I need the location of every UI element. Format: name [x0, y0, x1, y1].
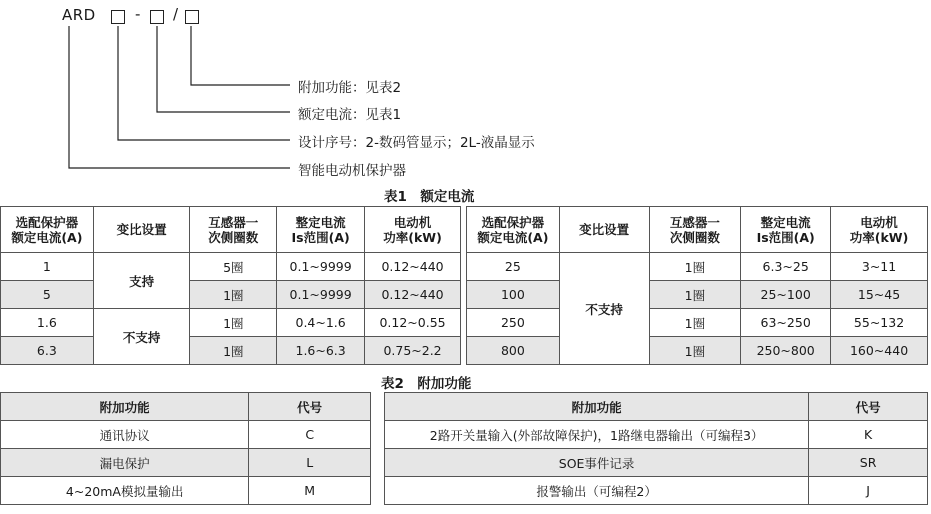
table1-right [466, 206, 928, 365]
cell-current: 25 [467, 253, 560, 281]
cell-code: C [249, 421, 371, 449]
cell-current: 5 [1, 281, 94, 309]
table-row [1, 309, 461, 337]
cell-code: J [809, 477, 928, 505]
cell-ratio-unsupported: 不支持 [559, 253, 649, 365]
cell-code: M [249, 477, 371, 505]
cell-range: 63~250 [741, 309, 831, 337]
table2-right [384, 392, 928, 505]
cell-range: 0.1~9999 [277, 281, 365, 309]
cell-turns: 1圈 [190, 337, 277, 365]
table-row [385, 477, 928, 505]
table1-left-header-row [1, 207, 461, 253]
cell-current: 6.3 [1, 337, 94, 365]
cell-current: 100 [467, 281, 560, 309]
cell-current: 800 [467, 337, 560, 365]
table1-caption: 表1 额定电流 [384, 189, 475, 205]
cell-range: 6.3~25 [741, 253, 831, 281]
cell-function: 报警输出（可编程2） [385, 477, 809, 505]
cell-turns: 1圈 [190, 309, 277, 337]
table2-right-header-row [385, 393, 928, 421]
table1-header-current: 选配保护器 额定电流(A) [467, 207, 560, 253]
table1-header-turns: 互感器一 次侧圈数 [190, 207, 277, 253]
table2-header-function: 附加功能 [1, 393, 249, 421]
cell-function: 通讯协议 [1, 421, 249, 449]
table1-header-power: 电动机 功率(kW) [831, 207, 928, 253]
cell-ratio-unsupported: 不支持 [93, 309, 190, 365]
legend-product-name: 智能电动机保护器 [298, 163, 406, 179]
table1-header-turns: 互感器一 次侧圈数 [649, 207, 741, 253]
table-row [1, 477, 371, 505]
cell-power: 0.12~440 [365, 253, 461, 281]
model-separator-dash: - [135, 5, 141, 23]
table1-right-header-row [467, 207, 928, 253]
legend-additional-function: 附加功能：见表2 [298, 80, 402, 96]
cell-turns: 1圈 [649, 253, 741, 281]
table1-left [0, 206, 461, 365]
table-row [1, 281, 461, 309]
cell-range: 0.1~9999 [277, 253, 365, 281]
legend-design-number: 设计序号：2-数码管显示；2L-液晶显示 [298, 135, 535, 151]
table2-left-header-row [1, 393, 371, 421]
cell-range: 25~100 [741, 281, 831, 309]
cell-turns: 1圈 [649, 337, 741, 365]
cell-power: 160~440 [831, 337, 928, 365]
cell-turns: 1圈 [190, 281, 277, 309]
cell-function: SOE事件记录 [385, 449, 809, 477]
table-row [1, 253, 461, 281]
cell-current: 1 [1, 253, 94, 281]
table2-header-code: 代号 [809, 393, 928, 421]
table2-header-code: 代号 [249, 393, 371, 421]
cell-range: 250~800 [741, 337, 831, 365]
table1-header-range: 整定电流 Is范围(A) [277, 207, 365, 253]
cell-power: 3~11 [831, 253, 928, 281]
cell-turns: 1圈 [649, 281, 741, 309]
table-row [467, 281, 928, 309]
cell-function: 漏电保护 [1, 449, 249, 477]
model-separator-slash: / [173, 5, 179, 23]
table1-header-current: 选配保护器 额定电流(A) [1, 207, 94, 253]
cell-code: SR [809, 449, 928, 477]
table-row [1, 449, 371, 477]
table1-header-ratio: 变比设置 [559, 207, 649, 253]
cell-code: L [249, 449, 371, 477]
legend-rated-current: 额定电流：见表1 [298, 107, 402, 123]
table-row [385, 449, 928, 477]
cell-current: 250 [467, 309, 560, 337]
cell-ratio-supported: 支持 [93, 253, 190, 309]
table2-caption: 表2 附加功能 [381, 376, 472, 392]
table2-left [0, 392, 371, 505]
cell-power: 55~132 [831, 309, 928, 337]
cell-power: 0.12~440 [365, 281, 461, 309]
table2-header-function: 附加功能 [385, 393, 809, 421]
model-prefix: ARD [62, 6, 96, 24]
table1-header-power: 电动机 功率(kW) [365, 207, 461, 253]
table-row [467, 309, 928, 337]
cell-power: 0.75~2.2 [365, 337, 461, 365]
table1-header-ratio: 变比设置 [93, 207, 190, 253]
cell-power: 0.12~0.55 [365, 309, 461, 337]
cell-function: 2路开关量输入(外部故障保护)，1路继电器输出（可编程3） [385, 421, 809, 449]
cell-current: 1.6 [1, 309, 94, 337]
cell-code: K [809, 421, 928, 449]
cell-turns: 1圈 [649, 309, 741, 337]
table1-header-range: 整定电流 Is范围(A) [741, 207, 831, 253]
table-row [1, 421, 371, 449]
cell-range: 0.4~1.6 [277, 309, 365, 337]
model-connector-lines [0, 0, 931, 200]
cell-function: 4~20mA模拟量输出 [1, 477, 249, 505]
table-row [467, 337, 928, 365]
table-row [467, 253, 928, 281]
table-row [385, 421, 928, 449]
cell-range: 1.6~6.3 [277, 337, 365, 365]
cell-power: 15~45 [831, 281, 928, 309]
table-row [1, 337, 461, 365]
cell-turns: 5圈 [190, 253, 277, 281]
